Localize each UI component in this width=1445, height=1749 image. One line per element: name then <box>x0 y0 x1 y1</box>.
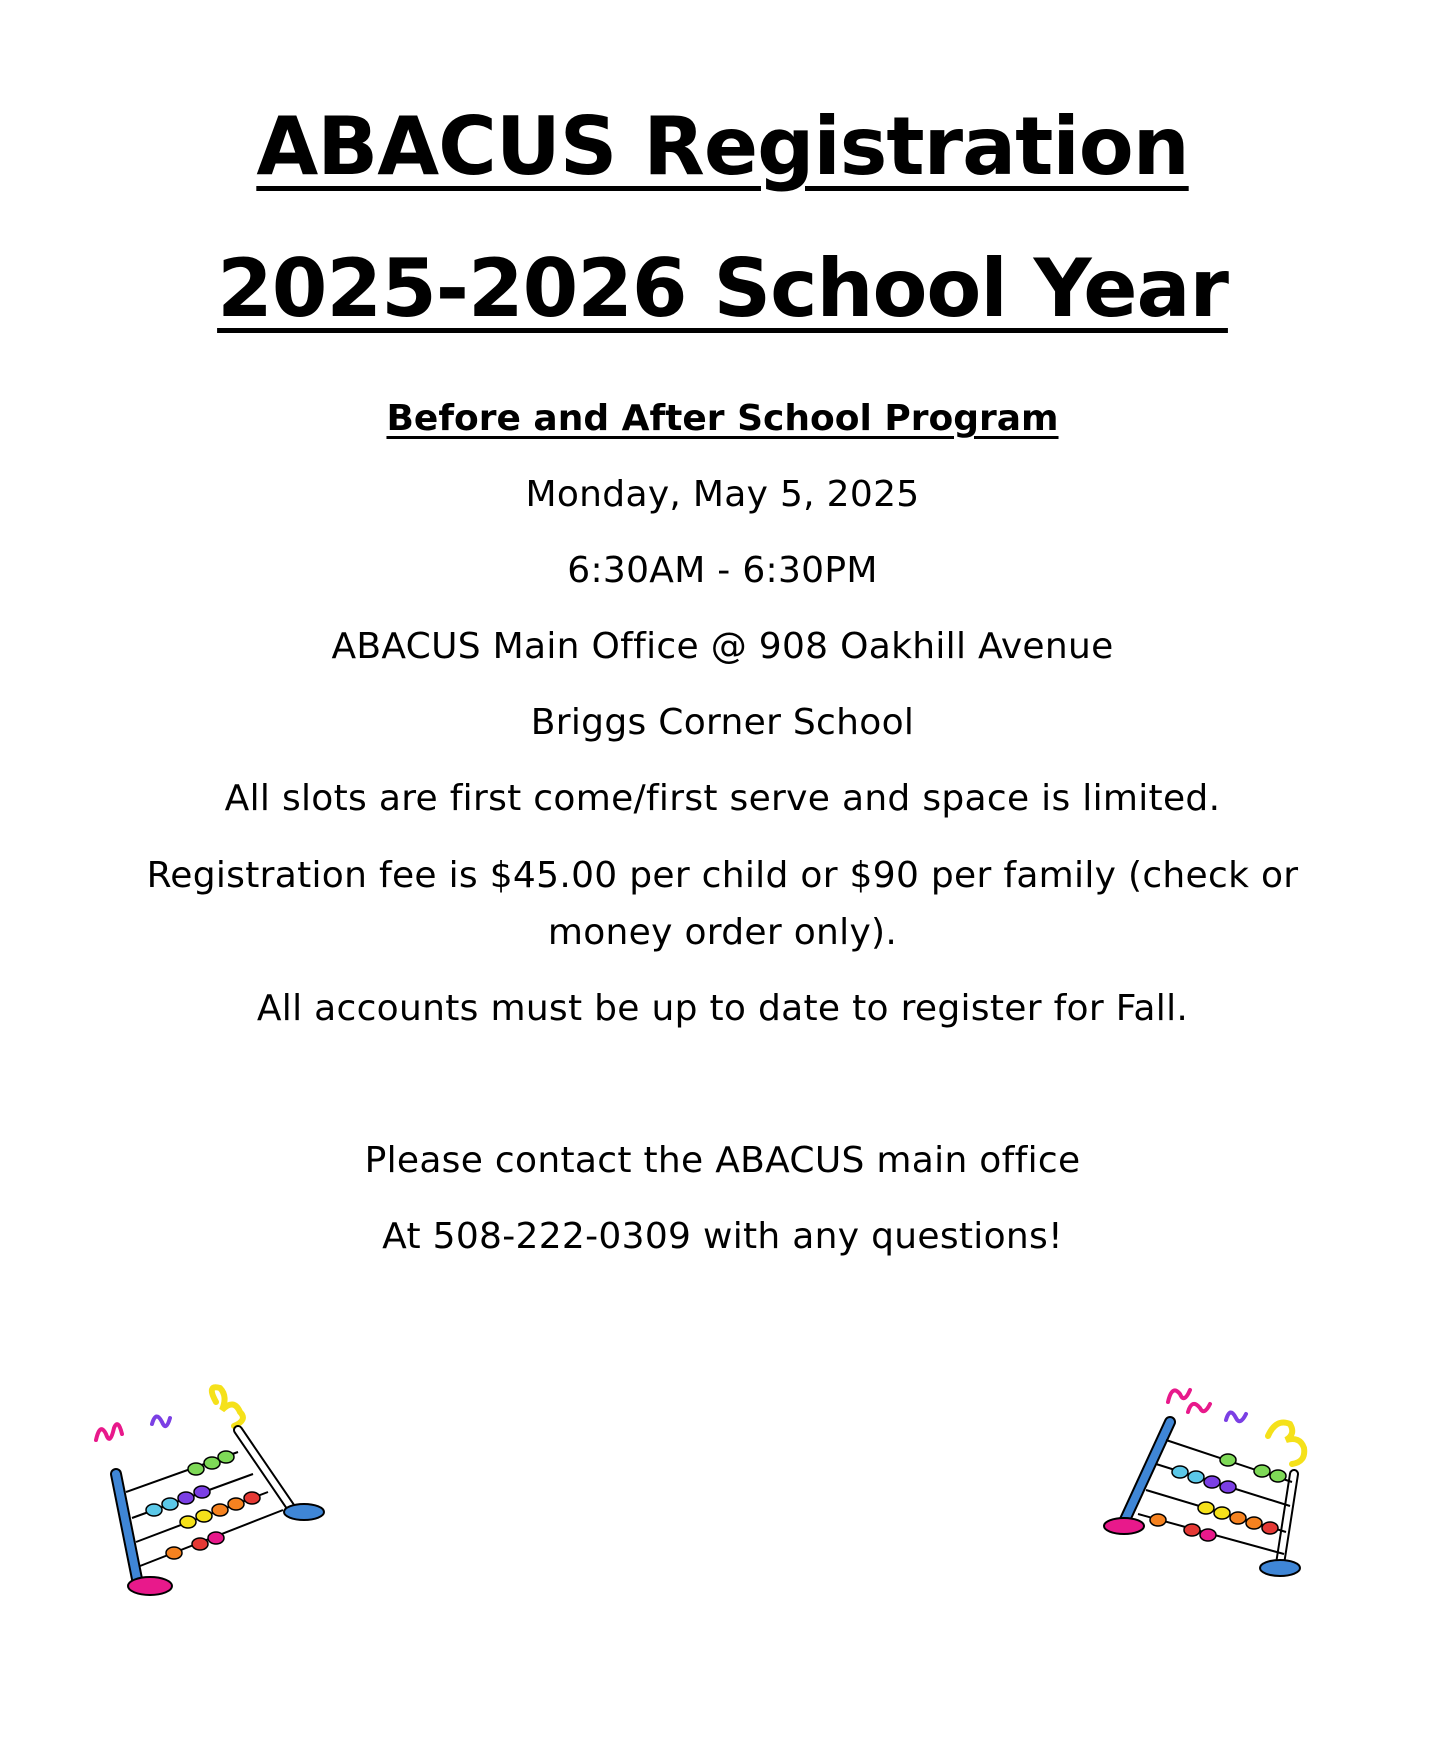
title-line-1: ABACUS Registration <box>256 100 1189 193</box>
title-line-2: 2025-2026 School Year <box>217 242 1228 335</box>
abacus-clipart-right-icon <box>1100 1374 1356 1594</box>
accounts-note: All accounts must be up to date to register for Fall. <box>256 988 1189 1029</box>
program-heading: Before and After School Program <box>386 398 1059 439</box>
contact-line-2: At 508-222-0309 with any questions! <box>382 1216 1063 1257</box>
location-main-office: ABACUS Main Office @ 908 Oakhill Avenue <box>331 626 1114 667</box>
fee-line-2: money order only). <box>547 912 898 953</box>
abacus-clipart-left-icon <box>88 1382 344 1602</box>
slots-note: All slots are first come/first serve and space is limited. <box>224 778 1221 819</box>
contact-line-1: Please contact the ABACUS main office <box>364 1140 1081 1181</box>
event-date: Monday, May 5, 2025 <box>525 474 920 515</box>
location-school: Briggs Corner School <box>530 702 915 743</box>
event-hours: 6:30AM - 6:30PM <box>567 550 878 591</box>
fee-line-1: Registration fee is $45.00 per child or $90 per family (check or <box>146 855 1299 896</box>
